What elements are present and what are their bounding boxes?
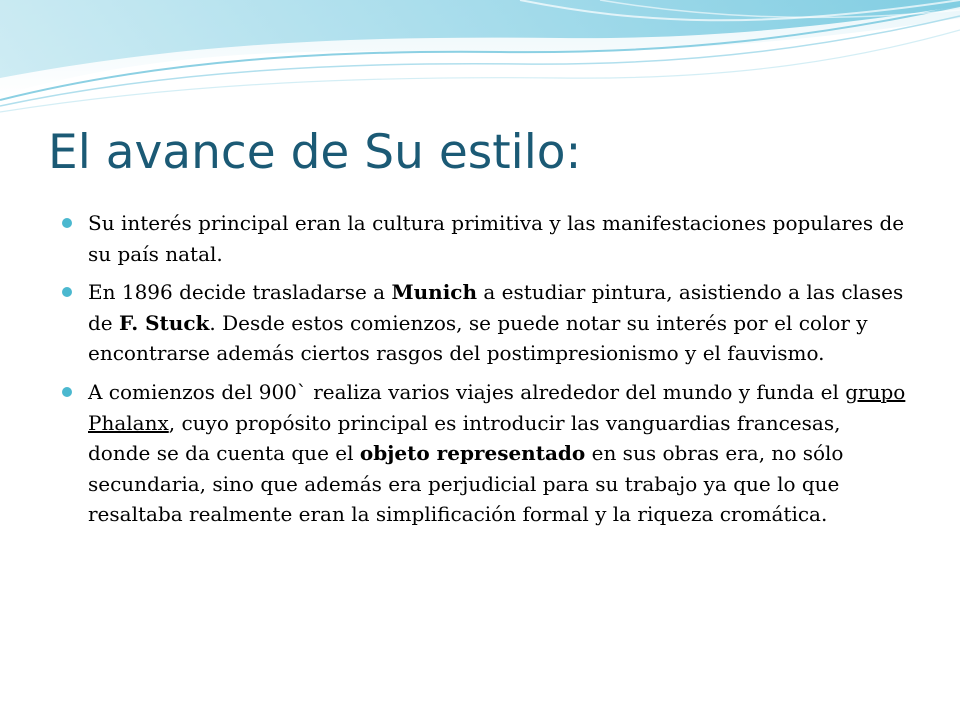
wave-header-decoration: [0, 0, 960, 130]
bullet-text-span: A comienzos del 900` realiza varios viajes alrededor del mundo y funda el: [88, 379, 846, 404]
bullet-item: [60, 208, 908, 269]
bullet-bold-span: Munich: [391, 280, 478, 305]
bullet-text-span: . Desde estos comienzos, se puede notar su interés por el color y encontrarse además ciertos rasgos del postimpresionismo y el fauvismo.: [88, 310, 868, 366]
bullet-dot-icon: [62, 287, 72, 297]
bullet-dot-icon: [62, 218, 72, 228]
bullet-underline-span: grupo Phalanx: [88, 379, 906, 435]
bullet-text-span: Su interés principal eran la cultura primitiva y las manifestaciones populares de su país natal.: [88, 211, 905, 266]
bullet-dot-icon: [62, 387, 72, 397]
bullet-item: [60, 377, 908, 530]
bullet-item: [60, 277, 908, 369]
bullet-text-span: en sus obras era, no sólo secundaria, sino que además era perjudicial para su trabajo ya que lo que resaltaba realmente eran la simplificación formal y la riqueza cromática.: [88, 441, 844, 527]
bullet-text-span: a estudiar pintura, asistiendo a las clases de: [88, 280, 904, 335]
bullet-bold-span: objeto representado: [359, 441, 586, 466]
bullet-text: [88, 280, 903, 365]
bullet-text: [88, 211, 904, 266]
bullet-text-span: En 1896 decide trasladarse a: [88, 280, 392, 305]
slide-title: El avance de Su estilo:: [48, 125, 582, 180]
bullet-list: [60, 208, 908, 538]
bullet-text-span: , cuyo propósito principal es introducir las vanguardias francesas, donde se da cuenta que el: [88, 410, 841, 466]
bullet-bold-span: F. Stuck: [119, 310, 210, 335]
bullet-text: [88, 380, 905, 526]
